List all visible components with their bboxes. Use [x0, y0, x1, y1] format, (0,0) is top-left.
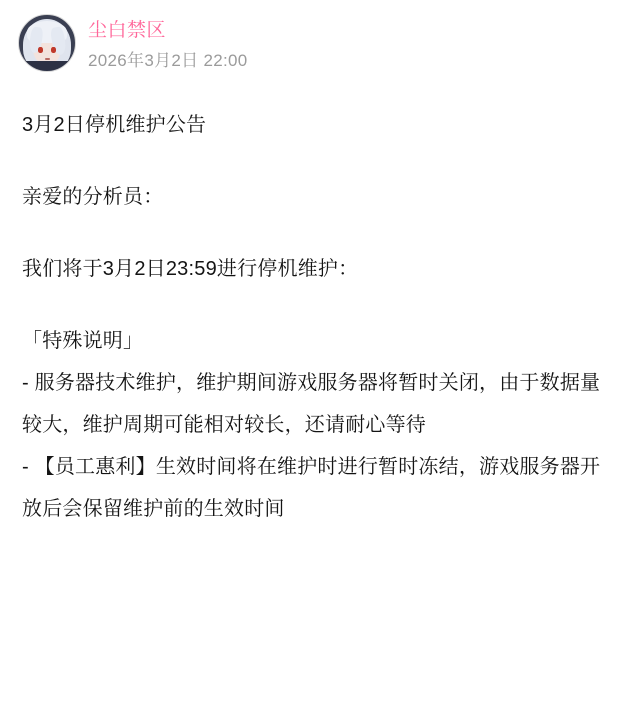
post-notice: 我们将于3月2日23:59进行停机维护： [22, 258, 359, 280]
avatar-eye-right [51, 47, 56, 53]
post-date: 2026年3月2日 22:00 [88, 51, 248, 70]
post-greeting: 亲爱的分析员： [22, 186, 164, 208]
avatar-eye-left [38, 47, 43, 53]
post-bullet-2: - 【员工惠利】生效时间将在维护时进行暂时冻结，游戏服务器开放后会保留维护前的生效时间 [22, 456, 601, 520]
account-name[interactable]: 尘白禁区 [88, 20, 167, 41]
post-bullet-1: - 服务器技术维护，维护期间游戏服务器将暂时关闭，由于数据量较大，维护周期可能相对较长，还请耐心等待 [22, 372, 601, 436]
avatar[interactable] [18, 14, 76, 72]
post-header [0, 0, 623, 74]
avatar-mouth [45, 58, 50, 60]
post-title: 3月2日停机维护公告 [22, 114, 207, 136]
header-text [88, 14, 248, 74]
post-body [0, 74, 623, 530]
avatar-collar [19, 61, 75, 71]
post-section-title: 「特殊说明」 [22, 330, 144, 352]
